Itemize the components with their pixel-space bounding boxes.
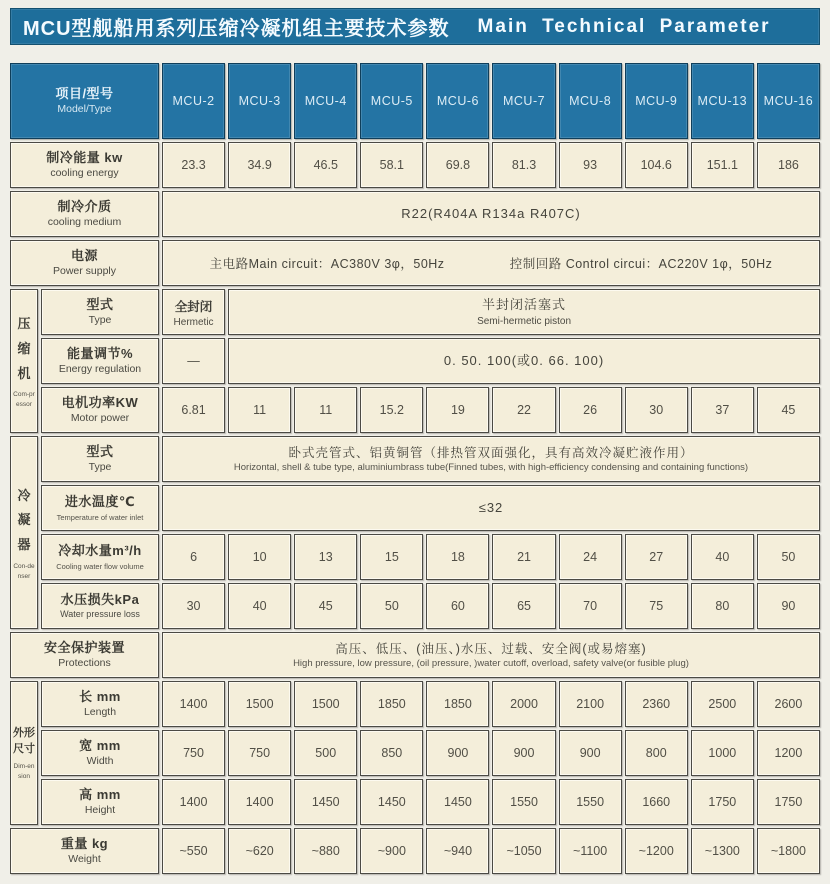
length-cell: 2100 [559, 681, 622, 727]
label-zh: 重量 kg [60, 836, 109, 852]
section-dimension-zh: 外形尺寸 [13, 726, 35, 756]
pressure-loss-cell: 65 [492, 583, 555, 629]
row-label-condenser-type [41, 436, 159, 482]
water-flow-cell: 10 [228, 534, 291, 580]
weight-cell: ~940 [426, 828, 489, 874]
label-zh: 高 mm [79, 787, 121, 803]
row-label-power-supply [10, 240, 159, 286]
section-condenser-en: Con-denser [13, 562, 35, 580]
label-en: Length [83, 706, 117, 719]
width-cell: 900 [559, 730, 622, 776]
header-model-cell: MCU-3 [228, 63, 291, 139]
weight-cell: ~880 [294, 828, 357, 874]
length-cell: 2600 [757, 681, 820, 727]
height-cell: 1450 [426, 779, 489, 825]
label-zh: 水压损失kPa [60, 591, 140, 607]
power-main-circuit: 主电路Main circuit：AC380V 3φ，50Hz [209, 257, 445, 271]
length-cell: 1850 [426, 681, 489, 727]
label-en: Protections [58, 657, 111, 670]
pressure-loss-cell: 75 [625, 583, 688, 629]
label-en: Temperature of water inlet [56, 512, 144, 522]
weight-cell: ~900 [360, 828, 423, 874]
width-cell: 800 [625, 730, 688, 776]
cooling-energy-cell: 104.6 [625, 142, 688, 188]
water-flow-cell: 21 [492, 534, 555, 580]
motor-power-cell: 37 [691, 387, 754, 433]
cooling-energy-cell: 151.1 [691, 142, 754, 188]
row-label-water-flow [41, 534, 159, 580]
header-model-cell: MCU-7 [492, 63, 555, 139]
width-cell: 750 [162, 730, 225, 776]
pressure-loss-cell: 40 [228, 583, 291, 629]
weight-cell: ~550 [162, 828, 225, 874]
compressor-semi-hermetic-cell [228, 289, 820, 335]
height-cell: 1550 [492, 779, 555, 825]
length-cell: 2500 [691, 681, 754, 727]
spec-table [10, 63, 820, 874]
length-cell: 1850 [360, 681, 423, 727]
width-cell: 500 [294, 730, 357, 776]
motor-power-cell: 15.2 [360, 387, 423, 433]
inlet-temperature-value-cell [162, 485, 820, 531]
hermetic-en: Hermetic [173, 316, 214, 328]
label-zh: 安全保护装置 [43, 640, 125, 656]
label-zh: 型式 [86, 297, 114, 313]
water-flow-cell: 15 [360, 534, 423, 580]
weight-cell: ~620 [228, 828, 291, 874]
weight-values [162, 828, 820, 874]
pressure-loss-cell: 80 [691, 583, 754, 629]
water-flow-values [162, 534, 820, 580]
motor-power-cell: 6.81 [162, 387, 225, 433]
title-bar [10, 8, 820, 45]
label-zh: 制冷能量 kw [46, 150, 123, 166]
pressure-loss-cell: 45 [294, 583, 357, 629]
section-dimension-en: Dim-ension [13, 762, 35, 780]
section-condenser [10, 436, 38, 629]
row-label-width [41, 730, 159, 776]
height-cell: 1400 [162, 779, 225, 825]
length-cell: 2360 [625, 681, 688, 727]
label-en: cooling energy [50, 167, 119, 180]
label-en: Type [88, 461, 112, 474]
energy-regulation-dash-cell [162, 338, 225, 384]
header-model-cell: MCU-2 [162, 63, 225, 139]
label-en: Water pressure loss [60, 609, 140, 620]
label-zh: 长 mm [79, 689, 121, 705]
cooling-medium-value: R22(R404A R134a R407C) [401, 205, 581, 221]
label-en: Width [86, 755, 114, 768]
label-en: Power supply [52, 265, 117, 278]
label-en: Height [84, 804, 116, 817]
motor-power-cell: 22 [492, 387, 555, 433]
width-cell: 900 [426, 730, 489, 776]
cooling-energy-cell: 23.3 [162, 142, 225, 188]
row-label-protections [10, 632, 159, 678]
hermetic-zh: 全封闭 [174, 299, 213, 314]
label-zh: 电源 [70, 248, 98, 264]
header-model-cell: MCU-13 [691, 63, 754, 139]
pressure-loss-values [162, 583, 820, 629]
page-title-zh: MCU型舰船用系列压缩冷凝机组主要技术参数 [23, 18, 450, 40]
water-flow-cell: 6 [162, 534, 225, 580]
width-cell: 1000 [691, 730, 754, 776]
protections-value-cell [162, 632, 820, 678]
cooling-energy-cell: 93 [559, 142, 622, 188]
cooling-energy-cell: 186 [757, 142, 820, 188]
water-flow-cell: 13 [294, 534, 357, 580]
width-cell: 850 [360, 730, 423, 776]
header-label-zh: 项目/型号 [55, 86, 114, 102]
water-flow-cell: 18 [426, 534, 489, 580]
semi-hermetic-zh: 半封闭活塞式 [482, 297, 567, 313]
motor-power-cell: 45 [757, 387, 820, 433]
length-cell: 1400 [162, 681, 225, 727]
header-model-cell: MCU-9 [625, 63, 688, 139]
pressure-loss-cell: 30 [162, 583, 225, 629]
pressure-loss-cell: 70 [559, 583, 622, 629]
protections-en: High pressure, low pressure, (oil pressure, )water cutoff, overload, safety valve(or fusible plug) [293, 657, 689, 669]
label-zh: 电机功率KW [61, 395, 139, 411]
label-en: Motor power [70, 412, 130, 425]
motor-power-cell: 19 [426, 387, 489, 433]
weight-cell: ~1800 [757, 828, 820, 874]
header-model-cell: MCU-4 [294, 63, 357, 139]
cooling-energy-cell: 58.1 [360, 142, 423, 188]
height-cell: 1550 [559, 779, 622, 825]
row-label-motor-power [41, 387, 159, 433]
header-model-cell: MCU-8 [559, 63, 622, 139]
height-cell: 1750 [757, 779, 820, 825]
weight-cell: ~1100 [559, 828, 622, 874]
energy-regulation-value-cell [228, 338, 820, 384]
cooling-energy-cell: 46.5 [294, 142, 357, 188]
row-label-inlet-temperature [41, 485, 159, 531]
condenser-type-en: Horizontal, shell & tube type, aluminiumbrass tube(Finned tubes, with high-efficiency condensing and containing functions) [233, 461, 749, 473]
row-label-length [41, 681, 159, 727]
energy-regulation-value: 0. 50. 100(或0. 66. 100) [443, 352, 605, 368]
length-cell: 1500 [228, 681, 291, 727]
length-cell: 2000 [492, 681, 555, 727]
row-label-height [41, 779, 159, 825]
label-zh: 型式 [86, 444, 114, 460]
motor-power-values [162, 387, 820, 433]
width-cell: 750 [228, 730, 291, 776]
label-en: Type [88, 314, 112, 327]
power-control-circuit: 控制回路 Control circui：AC220V 1φ，50Hz [509, 257, 773, 271]
width-cell: 1200 [757, 730, 820, 776]
cooling-medium-value-cell [162, 191, 820, 237]
header-label-en: Model/Type [57, 103, 112, 116]
label-en: Energy regulation [58, 363, 142, 376]
water-flow-cell: 50 [757, 534, 820, 580]
label-zh: 能量调节% [66, 346, 134, 362]
pressure-loss-cell: 90 [757, 583, 820, 629]
header-model-row [162, 63, 820, 139]
semi-hermetic-en: Semi-hermetic piston [477, 315, 571, 327]
water-flow-cell: 24 [559, 534, 622, 580]
page-title-en: Main Technical Parameter [477, 15, 771, 37]
water-flow-cell: 40 [691, 534, 754, 580]
label-zh: 制冷介质 [57, 199, 112, 215]
height-cell: 1660 [625, 779, 688, 825]
row-label-energy-regulation [41, 338, 159, 384]
water-flow-cell: 27 [625, 534, 688, 580]
height-cell: 1750 [691, 779, 754, 825]
label-zh: 进水温度℃ [64, 494, 136, 510]
height-cell: 1450 [360, 779, 423, 825]
section-compressor-zh: 压缩机 [17, 316, 31, 381]
cooling-energy-cell: 34.9 [228, 142, 291, 188]
section-compressor-en: Com-pressor [13, 391, 35, 409]
section-compressor [10, 289, 38, 433]
row-label-weight [10, 828, 159, 874]
weight-cell: ~1200 [625, 828, 688, 874]
section-condenser-zh: 冷凝器 [17, 487, 31, 553]
dash-value: — [187, 354, 200, 368]
cooling-energy-cell: 81.3 [492, 142, 555, 188]
header-model-cell: MCU-5 [360, 63, 423, 139]
length-cell: 1500 [294, 681, 357, 727]
header-model-cell: MCU-6 [426, 63, 489, 139]
motor-power-cell: 11 [228, 387, 291, 433]
motor-power-cell: 30 [625, 387, 688, 433]
condenser-type-zh: 卧式壳管式、铝黄铜管（排热管双面强化，具有高效冷凝贮液作用） [288, 445, 694, 460]
row-label-pressure-loss [41, 583, 159, 629]
motor-power-cell: 26 [559, 387, 622, 433]
height-cell: 1400 [228, 779, 291, 825]
width-values [162, 730, 820, 776]
header-model-type-cell [10, 63, 159, 139]
height-cell: 1450 [294, 779, 357, 825]
compressor-hermetic-cell [162, 289, 225, 335]
cooling-energy-cell: 69.8 [426, 142, 489, 188]
condenser-type-value-cell [162, 436, 820, 482]
row-label-cooling-medium [10, 191, 159, 237]
label-en: cooling medium [47, 216, 122, 229]
length-values [162, 681, 820, 727]
row-label-compressor-type [41, 289, 159, 335]
protections-zh: 高压、低压、(油压、)水压、过载、安全阀(或易熔塞) [335, 641, 647, 656]
pressure-loss-cell: 50 [360, 583, 423, 629]
header-model-cell: MCU-16 [757, 63, 820, 139]
height-values [162, 779, 820, 825]
row-label-cooling-energy [10, 142, 159, 188]
inlet-temperature-value: ≤32 [478, 499, 504, 515]
cooling-energy-values [162, 142, 820, 188]
section-dimension [10, 681, 38, 825]
weight-cell: ~1050 [492, 828, 555, 874]
weight-cell: ~1300 [691, 828, 754, 874]
motor-power-cell: 11 [294, 387, 357, 433]
width-cell: 900 [492, 730, 555, 776]
label-zh: 宽 mm [79, 738, 121, 754]
power-supply-value-cell [162, 240, 820, 286]
label-en: Weight [68, 853, 101, 866]
label-zh: 冷却水量m³/h [58, 543, 142, 559]
label-en: Cooling water flow volume [56, 561, 144, 571]
pressure-loss-cell: 60 [426, 583, 489, 629]
